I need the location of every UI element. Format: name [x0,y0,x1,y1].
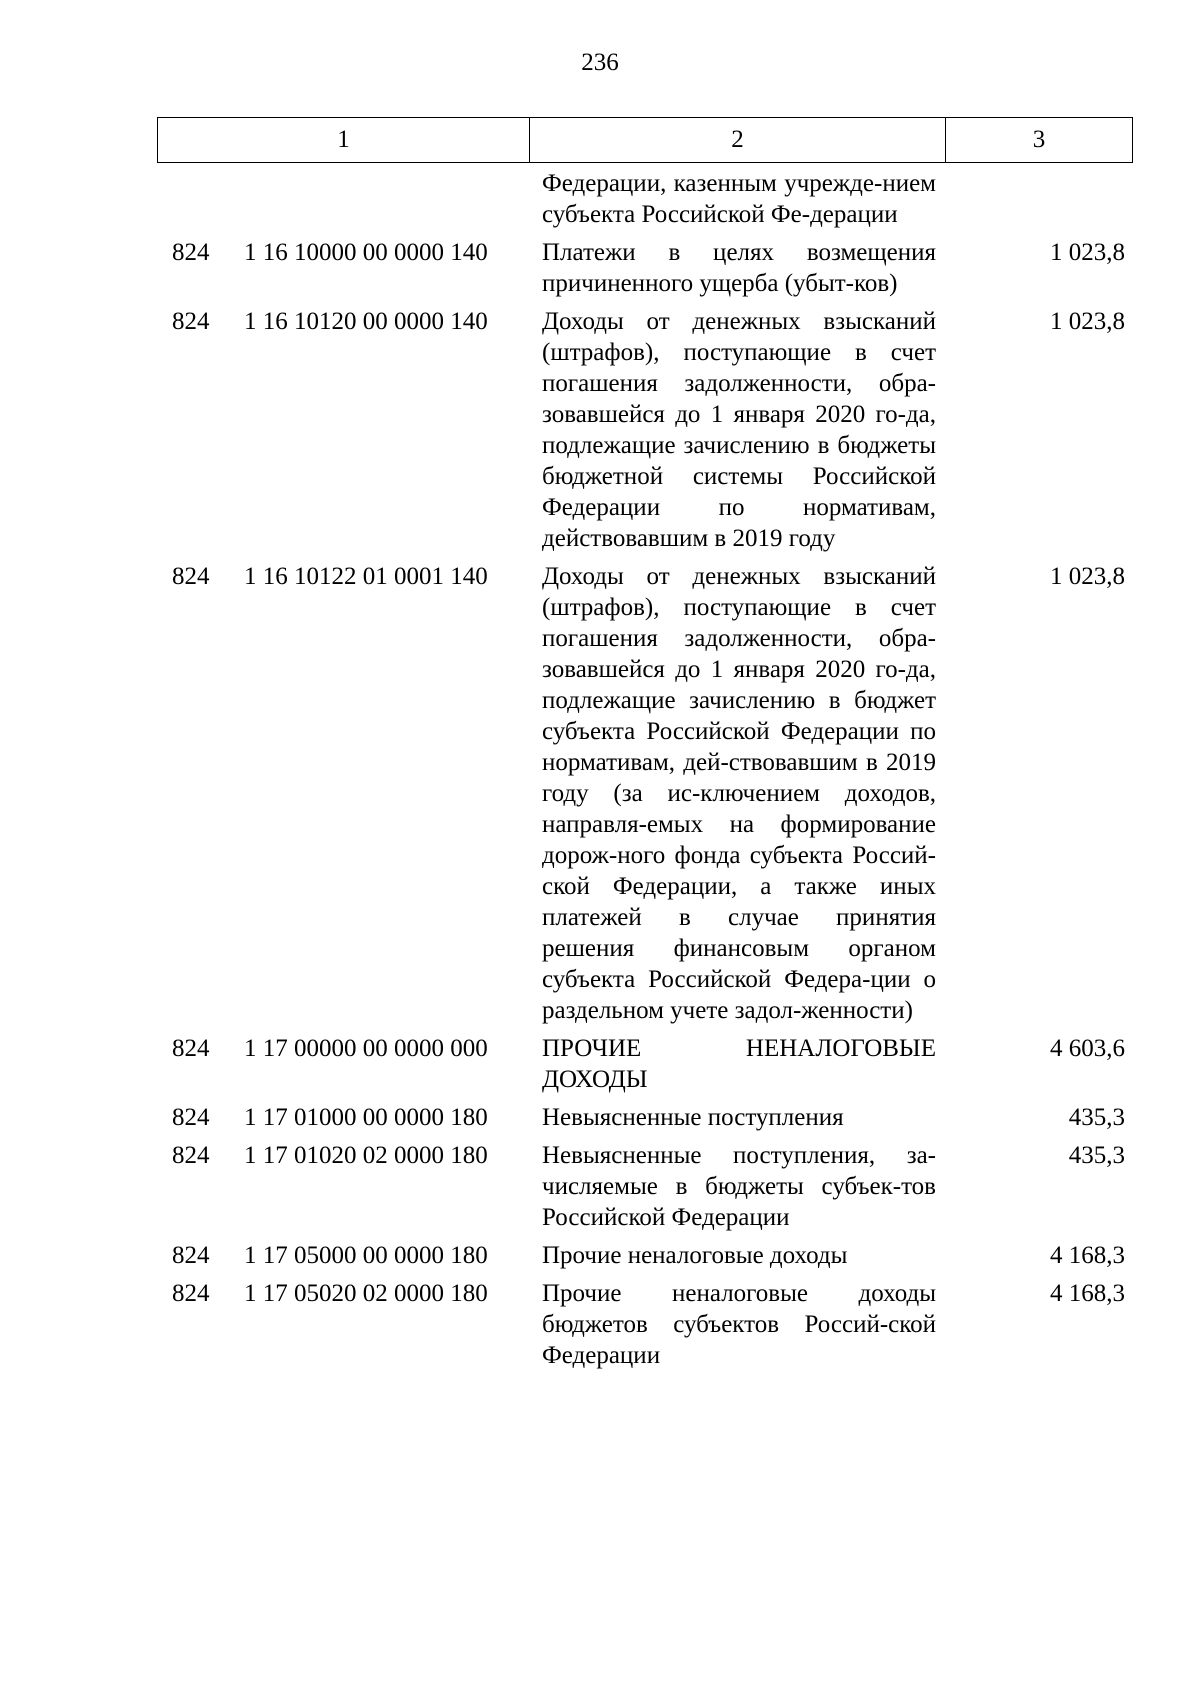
header-col-2: 2 [530,118,946,162]
budget-code: 1 16 10120 00 0000 140 [244,308,488,335]
amount: 4 168,3 [1050,1242,1125,1269]
table-row [0,1102,1200,1133]
table-body [0,168,1200,1378]
income-name: ПРОЧИЕ НЕНАЛОГОВЫЕ ДОХОДЫ [542,1035,936,1093]
budget-code: 1 17 01000 00 0000 180 [244,1104,488,1131]
income-name: Прочие неналоговые доходы бюджетов субъектов Россий-ской Федерации [542,1280,936,1369]
amount: 4 603,6 [1050,1035,1125,1062]
amount: 435,3 [1068,1142,1125,1169]
amount: 1 023,8 [1050,239,1125,266]
table-row [0,561,1200,1026]
income-name: Невыясненные поступления, за-числяемые в бюджеты субъек-тов Российской Федерации [542,1142,936,1231]
income-name: Доходы от денежных взысканий (штрафов), поступающие в счет погашения задолженности, обра-зовавшейся до 1 января 2020 го-да, подлежащие зачислению в бюджеты бюджетной системы Российской Федерации по нормативам, действовавшим в 2019 году [542,308,936,552]
income-name: Федерации, казенным учрежде-нием субъекта Российской Фе-дерации [542,170,936,228]
income-name: Прочие неналоговые доходы [542,1242,848,1269]
budget-code: 1 16 10122 01 0001 140 [244,563,488,590]
table-row [0,306,1200,554]
admin-code: 824 [172,563,210,590]
amount: 4 168,3 [1050,1280,1125,1307]
header-col-1: 1 [158,118,530,162]
table-row [0,1240,1200,1271]
budget-code: 1 17 05020 02 0000 180 [244,1280,488,1307]
admin-code: 824 [172,1242,210,1269]
admin-code: 824 [172,1142,210,1169]
page-number: 236 [581,49,619,76]
amount: 435,3 [1068,1104,1125,1131]
income-name: Невыясненные поступления [542,1104,844,1131]
income-name: Доходы от денежных взысканий (штрафов), поступающие в счет погашения задолженности, обра-зовавшейся до 1 января 2020 го-да, подлежащие зачислению в бюджет субъекта Российской Федерации по нормативам, дей-ствовавшим в 2019 году (за ис-ключением доходов, направля-емых на формирование дорож-ного фонда субъекта Россий-ской Федерации, а также иных платежей в случае принятия решения финансовым органом субъекта Российской Федера-ции о раздельном учете задол-женности) [542,563,936,1024]
table-row [0,237,1200,299]
income-name: Платежи в целях возмещения причиненного ущерба (убыт-ков) [542,239,936,297]
amount: 1 023,8 [1050,308,1125,335]
admin-code: 824 [172,1104,210,1131]
budget-code: 1 17 01020 02 0000 180 [244,1142,488,1169]
table-row [0,1140,1200,1233]
admin-code: 824 [172,239,210,266]
table-row [0,1033,1200,1095]
table-row [0,1278,1200,1371]
budget-code: 1 17 05000 00 0000 180 [244,1242,488,1269]
admin-code: 824 [172,308,210,335]
budget-code: 1 16 10000 00 0000 140 [244,239,488,266]
amount: 1 023,8 [1050,563,1125,590]
budget-code: 1 17 00000 00 0000 000 [244,1035,488,1062]
admin-code: 824 [172,1035,210,1062]
table-row [0,168,1200,230]
admin-code: 824 [172,1280,210,1307]
header-col-3: 3 [1032,126,1046,153]
table-header [157,117,1133,163]
